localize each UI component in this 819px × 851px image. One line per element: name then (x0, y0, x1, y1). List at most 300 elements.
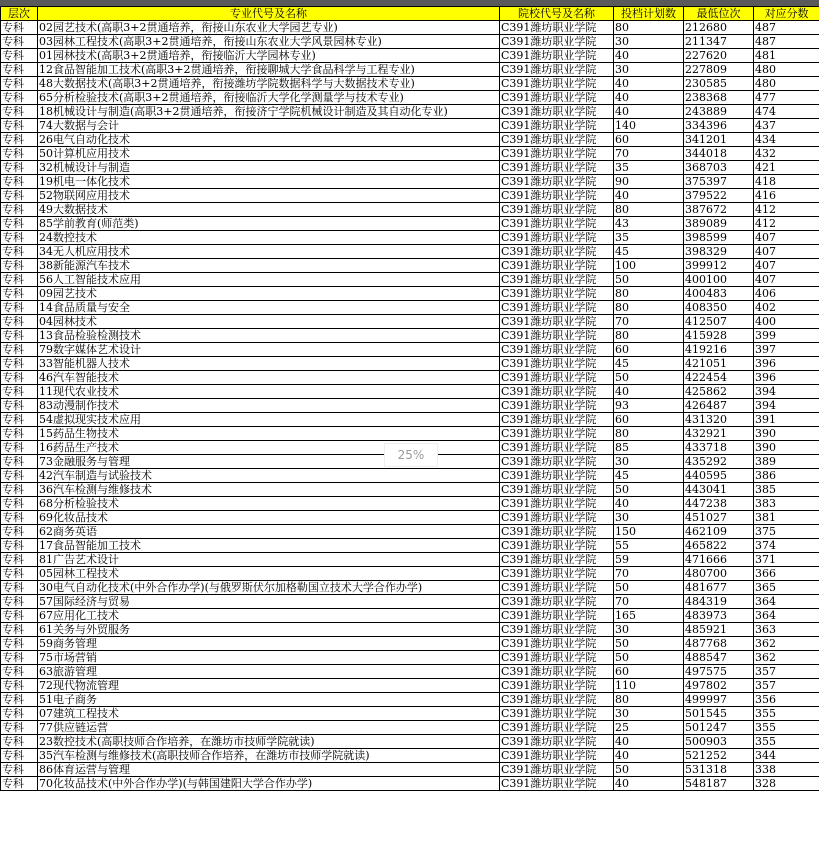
major-cell[interactable]: 17食品智能加工技术 (38, 539, 500, 553)
min-rank-cell[interactable]: 435292 (684, 455, 754, 469)
min-rank-cell[interactable]: 426487 (684, 399, 754, 413)
school-cell[interactable]: C391潍坊职业学院 (500, 77, 614, 91)
plan-count-cell[interactable]: 30 (614, 455, 684, 469)
min-rank-cell[interactable]: 487768 (684, 637, 754, 651)
school-cell[interactable]: C391潍坊职业学院 (500, 413, 614, 427)
school-cell[interactable]: C391潍坊职业学院 (500, 763, 614, 777)
plan-count-cell[interactable]: 50 (614, 371, 684, 385)
score-cell[interactable]: 412 (754, 217, 819, 231)
major-cell[interactable]: 15药品生物技术 (38, 427, 500, 441)
level-cell[interactable]: 专科 (1, 175, 38, 189)
major-cell[interactable]: 56人工智能技术应用 (38, 273, 500, 287)
level-cell[interactable]: 专科 (1, 91, 38, 105)
plan-count-cell[interactable]: 70 (614, 147, 684, 161)
school-cell[interactable]: C391潍坊职业学院 (500, 399, 614, 413)
min-rank-cell[interactable]: 379522 (684, 189, 754, 203)
school-cell[interactable]: C391潍坊职业学院 (500, 301, 614, 315)
plan-count-cell[interactable]: 80 (614, 203, 684, 217)
level-cell[interactable]: 专科 (1, 63, 38, 77)
score-cell[interactable]: 328 (754, 777, 819, 791)
level-cell[interactable]: 专科 (1, 609, 38, 623)
min-rank-cell[interactable]: 443041 (684, 483, 754, 497)
score-cell[interactable]: 357 (754, 665, 819, 679)
major-cell[interactable]: 14食品质量与安全 (38, 301, 500, 315)
min-rank-cell[interactable]: 387672 (684, 203, 754, 217)
score-cell[interactable]: 364 (754, 595, 819, 609)
level-cell[interactable]: 专科 (1, 133, 38, 147)
major-cell[interactable]: 72现代物流管理 (38, 679, 500, 693)
school-cell[interactable]: C391潍坊职业学院 (500, 525, 614, 539)
min-rank-cell[interactable]: 398599 (684, 231, 754, 245)
score-cell[interactable]: 365 (754, 581, 819, 595)
school-cell[interactable]: C391潍坊职业学院 (500, 357, 614, 371)
plan-count-cell[interactable]: 40 (614, 105, 684, 119)
school-cell[interactable]: C391潍坊职业学院 (500, 483, 614, 497)
major-cell[interactable]: 62商务英语 (38, 525, 500, 539)
score-cell[interactable]: 407 (754, 273, 819, 287)
plan-count-cell[interactable]: 80 (614, 427, 684, 441)
major-cell[interactable]: 01园林技术(高职3+2贯通培养，衔接临沂大学园林专业) (38, 49, 500, 63)
level-cell[interactable]: 专科 (1, 595, 38, 609)
min-rank-cell[interactable]: 211347 (684, 35, 754, 49)
plan-count-cell[interactable]: 60 (614, 133, 684, 147)
score-cell[interactable]: 407 (754, 259, 819, 273)
header-level[interactable]: 层次 (1, 7, 38, 21)
score-cell[interactable]: 480 (754, 63, 819, 77)
min-rank-cell[interactable]: 451027 (684, 511, 754, 525)
major-cell[interactable]: 50计算机应用技术 (38, 147, 500, 161)
plan-count-cell[interactable]: 43 (614, 217, 684, 231)
plan-count-cell[interactable]: 35 (614, 231, 684, 245)
min-rank-cell[interactable]: 447238 (684, 497, 754, 511)
level-cell[interactable]: 专科 (1, 371, 38, 385)
level-cell[interactable]: 专科 (1, 693, 38, 707)
school-cell[interactable]: C391潍坊职业学院 (500, 595, 614, 609)
min-rank-cell[interactable]: 497802 (684, 679, 754, 693)
school-cell[interactable]: C391潍坊职业学院 (500, 651, 614, 665)
min-rank-cell[interactable]: 481677 (684, 581, 754, 595)
level-cell[interactable]: 专科 (1, 539, 38, 553)
level-cell[interactable]: 专科 (1, 329, 38, 343)
major-cell[interactable]: 67应用化工技术 (38, 609, 500, 623)
min-rank-cell[interactable]: 419216 (684, 343, 754, 357)
level-cell[interactable]: 专科 (1, 231, 38, 245)
level-cell[interactable]: 专科 (1, 483, 38, 497)
plan-count-cell[interactable]: 70 (614, 595, 684, 609)
plan-count-cell[interactable]: 30 (614, 623, 684, 637)
level-cell[interactable]: 专科 (1, 763, 38, 777)
score-cell[interactable]: 383 (754, 497, 819, 511)
plan-count-cell[interactable]: 80 (614, 693, 684, 707)
major-cell[interactable]: 36汽车检测与维修技术 (38, 483, 500, 497)
score-cell[interactable]: 363 (754, 623, 819, 637)
major-cell[interactable]: 35汽车检测与维修技术(高职技师合作培养，在潍坊市技师学院就读) (38, 749, 500, 763)
major-cell[interactable]: 34无人机应用技术 (38, 245, 500, 259)
school-cell[interactable]: C391潍坊职业学院 (500, 539, 614, 553)
level-cell[interactable]: 专科 (1, 35, 38, 49)
score-cell[interactable]: 338 (754, 763, 819, 777)
school-cell[interactable]: C391潍坊职业学院 (500, 427, 614, 441)
score-cell[interactable]: 432 (754, 147, 819, 161)
school-cell[interactable]: C391潍坊职业学院 (500, 231, 614, 245)
school-cell[interactable]: C391潍坊职业学院 (500, 665, 614, 679)
plan-count-cell[interactable]: 60 (614, 665, 684, 679)
score-cell[interactable]: 477 (754, 91, 819, 105)
school-cell[interactable]: C391潍坊职业学院 (500, 161, 614, 175)
level-cell[interactable]: 专科 (1, 273, 38, 287)
min-rank-cell[interactable]: 334396 (684, 119, 754, 133)
school-cell[interactable]: C391潍坊职业学院 (500, 693, 614, 707)
score-cell[interactable]: 389 (754, 455, 819, 469)
level-cell[interactable]: 专科 (1, 315, 38, 329)
min-rank-cell[interactable]: 501247 (684, 721, 754, 735)
header-school[interactable]: 院校代号及名称 (500, 7, 614, 21)
plan-count-cell[interactable]: 110 (614, 679, 684, 693)
school-cell[interactable]: C391潍坊职业学院 (500, 735, 614, 749)
school-cell[interactable]: C391潍坊职业学院 (500, 749, 614, 763)
plan-count-cell[interactable]: 80 (614, 21, 684, 35)
level-cell[interactable]: 专科 (1, 623, 38, 637)
plan-count-cell[interactable]: 80 (614, 301, 684, 315)
school-cell[interactable]: C391潍坊职业学院 (500, 371, 614, 385)
score-cell[interactable]: 487 (754, 35, 819, 49)
major-cell[interactable]: 07建筑工程技术 (38, 707, 500, 721)
plan-count-cell[interactable]: 50 (614, 581, 684, 595)
plan-count-cell[interactable]: 55 (614, 539, 684, 553)
score-cell[interactable]: 390 (754, 427, 819, 441)
school-cell[interactable]: C391潍坊职业学院 (500, 343, 614, 357)
plan-count-cell[interactable]: 25 (614, 721, 684, 735)
score-cell[interactable]: 434 (754, 133, 819, 147)
major-cell[interactable]: 26电气自动化技术 (38, 133, 500, 147)
score-cell[interactable]: 355 (754, 707, 819, 721)
plan-count-cell[interactable]: 80 (614, 287, 684, 301)
major-cell[interactable]: 12食品智能加工技术(高职3+2贯通培养，衔接聊城大学食品科学与工程专业) (38, 63, 500, 77)
school-cell[interactable]: C391潍坊职业学院 (500, 609, 614, 623)
score-cell[interactable]: 418 (754, 175, 819, 189)
major-cell[interactable]: 13食品检验检测技术 (38, 329, 500, 343)
school-cell[interactable]: C391潍坊职业学院 (500, 511, 614, 525)
school-cell[interactable]: C391潍坊职业学院 (500, 21, 614, 35)
level-cell[interactable]: 专科 (1, 161, 38, 175)
min-rank-cell[interactable]: 480700 (684, 567, 754, 581)
school-cell[interactable]: C391潍坊职业学院 (500, 105, 614, 119)
school-cell[interactable]: C391潍坊职业学院 (500, 175, 614, 189)
min-rank-cell[interactable]: 375397 (684, 175, 754, 189)
min-rank-cell[interactable]: 497575 (684, 665, 754, 679)
plan-count-cell[interactable]: 85 (614, 441, 684, 455)
level-cell[interactable]: 专科 (1, 497, 38, 511)
level-cell[interactable]: 专科 (1, 553, 38, 567)
plan-count-cell[interactable]: 50 (614, 651, 684, 665)
level-cell[interactable]: 专科 (1, 525, 38, 539)
plan-count-cell[interactable]: 40 (614, 189, 684, 203)
plan-count-cell[interactable]: 100 (614, 259, 684, 273)
min-rank-cell[interactable]: 465822 (684, 539, 754, 553)
level-cell[interactable]: 专科 (1, 665, 38, 679)
min-rank-cell[interactable]: 408350 (684, 301, 754, 315)
major-cell[interactable]: 05园林工程技术 (38, 567, 500, 581)
score-cell[interactable]: 407 (754, 231, 819, 245)
score-cell[interactable]: 402 (754, 301, 819, 315)
min-rank-cell[interactable]: 341201 (684, 133, 754, 147)
plan-count-cell[interactable]: 70 (614, 315, 684, 329)
major-cell[interactable]: 48大数据技术(高职3+2贯通培养，衔接潍坊学院数据科学与大数据技术专业) (38, 77, 500, 91)
level-cell[interactable]: 专科 (1, 707, 38, 721)
major-cell[interactable]: 75市场营销 (38, 651, 500, 665)
level-cell[interactable]: 专科 (1, 357, 38, 371)
plan-count-cell[interactable]: 50 (614, 483, 684, 497)
level-cell[interactable]: 专科 (1, 777, 38, 791)
score-cell[interactable]: 362 (754, 651, 819, 665)
level-cell[interactable]: 专科 (1, 511, 38, 525)
major-cell[interactable]: 61关务与外贸服务 (38, 623, 500, 637)
plan-count-cell[interactable]: 45 (614, 245, 684, 259)
score-cell[interactable]: 480 (754, 77, 819, 91)
score-cell[interactable]: 355 (754, 735, 819, 749)
level-cell[interactable]: 专科 (1, 259, 38, 273)
major-cell[interactable]: 57国际经济与贸易 (38, 595, 500, 609)
score-cell[interactable]: 406 (754, 287, 819, 301)
header-plan-count[interactable]: 投档计划数 (614, 7, 684, 21)
score-cell[interactable]: 437 (754, 119, 819, 133)
level-cell[interactable]: 专科 (1, 77, 38, 91)
score-cell[interactable]: 407 (754, 245, 819, 259)
major-cell[interactable]: 46汽车智能技术 (38, 371, 500, 385)
school-cell[interactable]: C391潍坊职业学院 (500, 637, 614, 651)
level-cell[interactable]: 专科 (1, 49, 38, 63)
min-rank-cell[interactable]: 212680 (684, 21, 754, 35)
header-min-rank[interactable]: 最低位次 (684, 7, 754, 21)
school-cell[interactable]: C391潍坊职业学院 (500, 315, 614, 329)
min-rank-cell[interactable]: 485921 (684, 623, 754, 637)
score-cell[interactable]: 356 (754, 693, 819, 707)
score-cell[interactable]: 357 (754, 679, 819, 693)
score-cell[interactable]: 364 (754, 609, 819, 623)
score-cell[interactable]: 386 (754, 469, 819, 483)
min-rank-cell[interactable]: 400100 (684, 273, 754, 287)
plan-count-cell[interactable]: 40 (614, 777, 684, 791)
plan-count-cell[interactable]: 35 (614, 161, 684, 175)
min-rank-cell[interactable]: 415928 (684, 329, 754, 343)
score-cell[interactable]: 355 (754, 721, 819, 735)
level-cell[interactable]: 专科 (1, 679, 38, 693)
min-rank-cell[interactable]: 433718 (684, 441, 754, 455)
major-cell[interactable]: 18机械设计与制造(高职3+2贯通培养，衔接济宁学院机械设计制造及其自动化专业) (38, 105, 500, 119)
plan-count-cell[interactable]: 45 (614, 469, 684, 483)
plan-count-cell[interactable]: 40 (614, 49, 684, 63)
school-cell[interactable]: C391潍坊职业学院 (500, 259, 614, 273)
major-cell[interactable]: 38新能源汽车技术 (38, 259, 500, 273)
level-cell[interactable]: 专科 (1, 203, 38, 217)
plan-count-cell[interactable]: 80 (614, 329, 684, 343)
major-cell[interactable]: 24数控技术 (38, 231, 500, 245)
score-cell[interactable]: 366 (754, 567, 819, 581)
min-rank-cell[interactable]: 238368 (684, 91, 754, 105)
score-cell[interactable]: 362 (754, 637, 819, 651)
score-cell[interactable]: 397 (754, 343, 819, 357)
min-rank-cell[interactable]: 400483 (684, 287, 754, 301)
score-cell[interactable]: 421 (754, 161, 819, 175)
major-cell[interactable]: 86体育运营与管理 (38, 763, 500, 777)
min-rank-cell[interactable]: 431320 (684, 413, 754, 427)
major-cell[interactable]: 74大数据与会计 (38, 119, 500, 133)
level-cell[interactable]: 专科 (1, 147, 38, 161)
min-rank-cell[interactable]: 488547 (684, 651, 754, 665)
school-cell[interactable]: C391潍坊职业学院 (500, 203, 614, 217)
major-cell[interactable]: 85学前教育(师范类) (38, 217, 500, 231)
school-cell[interactable]: C391潍坊职业学院 (500, 49, 614, 63)
min-rank-cell[interactable]: 548187 (684, 777, 754, 791)
school-cell[interactable]: C391潍坊职业学院 (500, 63, 614, 77)
min-rank-cell[interactable]: 462109 (684, 525, 754, 539)
major-cell[interactable]: 23数控技术(高职技师合作培养，在潍坊市技师学院就读) (38, 735, 500, 749)
major-cell[interactable]: 33智能机器人技术 (38, 357, 500, 371)
major-cell[interactable]: 54虚拟现实技术应用 (38, 413, 500, 427)
major-cell[interactable]: 09园艺技术 (38, 287, 500, 301)
major-cell[interactable]: 30电气自动化技术(中外合作办学)(与俄罗斯伏尔加格勒国立技术大学合作办学) (38, 581, 500, 595)
level-cell[interactable]: 专科 (1, 119, 38, 133)
school-cell[interactable]: C391潍坊职业学院 (500, 287, 614, 301)
school-cell[interactable]: C391潍坊职业学院 (500, 777, 614, 791)
score-cell[interactable]: 487 (754, 21, 819, 35)
major-cell[interactable]: 52物联网应用技术 (38, 189, 500, 203)
school-cell[interactable]: C391潍坊职业学院 (500, 707, 614, 721)
school-cell[interactable]: C391潍坊职业学院 (500, 679, 614, 693)
score-cell[interactable]: 391 (754, 413, 819, 427)
major-cell[interactable]: 19机电一体化技术 (38, 175, 500, 189)
school-cell[interactable]: C391潍坊职业学院 (500, 553, 614, 567)
major-cell[interactable]: 73金融服务与管理 (38, 455, 500, 469)
level-cell[interactable]: 专科 (1, 637, 38, 651)
level-cell[interactable]: 专科 (1, 581, 38, 595)
plan-count-cell[interactable]: 40 (614, 77, 684, 91)
plan-count-cell[interactable]: 40 (614, 749, 684, 763)
plan-count-cell[interactable]: 30 (614, 511, 684, 525)
min-rank-cell[interactable]: 368703 (684, 161, 754, 175)
major-cell[interactable]: 51电子商务 (38, 693, 500, 707)
score-cell[interactable]: 381 (754, 511, 819, 525)
min-rank-cell[interactable]: 483973 (684, 609, 754, 623)
score-cell[interactable]: 371 (754, 553, 819, 567)
min-rank-cell[interactable]: 425862 (684, 385, 754, 399)
min-rank-cell[interactable]: 531318 (684, 763, 754, 777)
header-score[interactable]: 对应分数 (754, 7, 819, 21)
level-cell[interactable]: 专科 (1, 441, 38, 455)
school-cell[interactable]: C391潍坊职业学院 (500, 329, 614, 343)
level-cell[interactable]: 专科 (1, 721, 38, 735)
school-cell[interactable]: C391潍坊职业学院 (500, 147, 614, 161)
major-cell[interactable]: 83动漫制作技术 (38, 399, 500, 413)
major-cell[interactable]: 69化妆品技术 (38, 511, 500, 525)
school-cell[interactable]: C391潍坊职业学院 (500, 441, 614, 455)
min-rank-cell[interactable]: 501545 (684, 707, 754, 721)
min-rank-cell[interactable]: 227809 (684, 63, 754, 77)
score-cell[interactable]: 481 (754, 49, 819, 63)
score-cell[interactable]: 400 (754, 315, 819, 329)
header-major[interactable]: 专业代号及名称 (38, 7, 500, 21)
major-cell[interactable]: 63旅游管理 (38, 665, 500, 679)
plan-count-cell[interactable]: 70 (614, 567, 684, 581)
min-rank-cell[interactable]: 421051 (684, 357, 754, 371)
school-cell[interactable]: C391潍坊职业学院 (500, 91, 614, 105)
school-cell[interactable]: C391潍坊职业学院 (500, 385, 614, 399)
plan-count-cell[interactable]: 40 (614, 735, 684, 749)
major-cell[interactable]: 68分析检验技术 (38, 497, 500, 511)
plan-count-cell[interactable]: 165 (614, 609, 684, 623)
score-cell[interactable]: 474 (754, 105, 819, 119)
level-cell[interactable]: 专科 (1, 749, 38, 763)
plan-count-cell[interactable]: 30 (614, 63, 684, 77)
school-cell[interactable]: C391潍坊职业学院 (500, 455, 614, 469)
plan-count-cell[interactable]: 30 (614, 707, 684, 721)
plan-count-cell[interactable]: 40 (614, 91, 684, 105)
school-cell[interactable]: C391潍坊职业学院 (500, 119, 614, 133)
score-cell[interactable]: 344 (754, 749, 819, 763)
school-cell[interactable]: C391潍坊职业学院 (500, 567, 614, 581)
school-cell[interactable]: C391潍坊职业学院 (500, 623, 614, 637)
school-cell[interactable]: C391潍坊职业学院 (500, 133, 614, 147)
score-cell[interactable]: 394 (754, 399, 819, 413)
major-cell[interactable]: 65分析检验技术(高职3+2贯通培养，衔接临沂大学化学测量学与技术专业) (38, 91, 500, 105)
score-cell[interactable]: 394 (754, 385, 819, 399)
school-cell[interactable]: C391潍坊职业学院 (500, 245, 614, 259)
level-cell[interactable]: 专科 (1, 189, 38, 203)
level-cell[interactable]: 专科 (1, 413, 38, 427)
plan-count-cell[interactable]: 93 (614, 399, 684, 413)
score-cell[interactable]: 399 (754, 329, 819, 343)
level-cell[interactable]: 专科 (1, 469, 38, 483)
major-cell[interactable]: 77供应链运营 (38, 721, 500, 735)
min-rank-cell[interactable]: 389089 (684, 217, 754, 231)
plan-count-cell[interactable]: 59 (614, 553, 684, 567)
score-cell[interactable]: 412 (754, 203, 819, 217)
min-rank-cell[interactable]: 230585 (684, 77, 754, 91)
major-cell[interactable]: 70化妆品技术(中外合作办学)(与韩国建阳大学合作办学) (38, 777, 500, 791)
min-rank-cell[interactable]: 243889 (684, 105, 754, 119)
level-cell[interactable]: 专科 (1, 651, 38, 665)
school-cell[interactable]: C391潍坊职业学院 (500, 273, 614, 287)
min-rank-cell[interactable]: 344018 (684, 147, 754, 161)
min-rank-cell[interactable]: 399912 (684, 259, 754, 273)
min-rank-cell[interactable]: 432921 (684, 427, 754, 441)
plan-count-cell[interactable]: 30 (614, 35, 684, 49)
major-cell[interactable]: 79数字媒体艺术设计 (38, 343, 500, 357)
major-cell[interactable]: 11现代农业技术 (38, 385, 500, 399)
plan-count-cell[interactable]: 140 (614, 119, 684, 133)
plan-count-cell[interactable]: 50 (614, 637, 684, 651)
level-cell[interactable]: 专科 (1, 735, 38, 749)
school-cell[interactable]: C391潍坊职业学院 (500, 497, 614, 511)
major-cell[interactable]: 16药品生产技术 (38, 441, 500, 455)
level-cell[interactable]: 专科 (1, 343, 38, 357)
level-cell[interactable]: 专科 (1, 567, 38, 581)
score-cell[interactable]: 416 (754, 189, 819, 203)
min-rank-cell[interactable]: 471666 (684, 553, 754, 567)
school-cell[interactable]: C391潍坊职业学院 (500, 189, 614, 203)
min-rank-cell[interactable]: 500903 (684, 735, 754, 749)
score-cell[interactable]: 390 (754, 441, 819, 455)
level-cell[interactable]: 专科 (1, 217, 38, 231)
level-cell[interactable]: 专科 (1, 21, 38, 35)
plan-count-cell[interactable]: 90 (614, 175, 684, 189)
major-cell[interactable]: 81广告艺术设计 (38, 553, 500, 567)
level-cell[interactable]: 专科 (1, 399, 38, 413)
score-cell[interactable]: 375 (754, 525, 819, 539)
min-rank-cell[interactable]: 499997 (684, 693, 754, 707)
plan-count-cell[interactable]: 40 (614, 385, 684, 399)
level-cell[interactable]: 专科 (1, 455, 38, 469)
